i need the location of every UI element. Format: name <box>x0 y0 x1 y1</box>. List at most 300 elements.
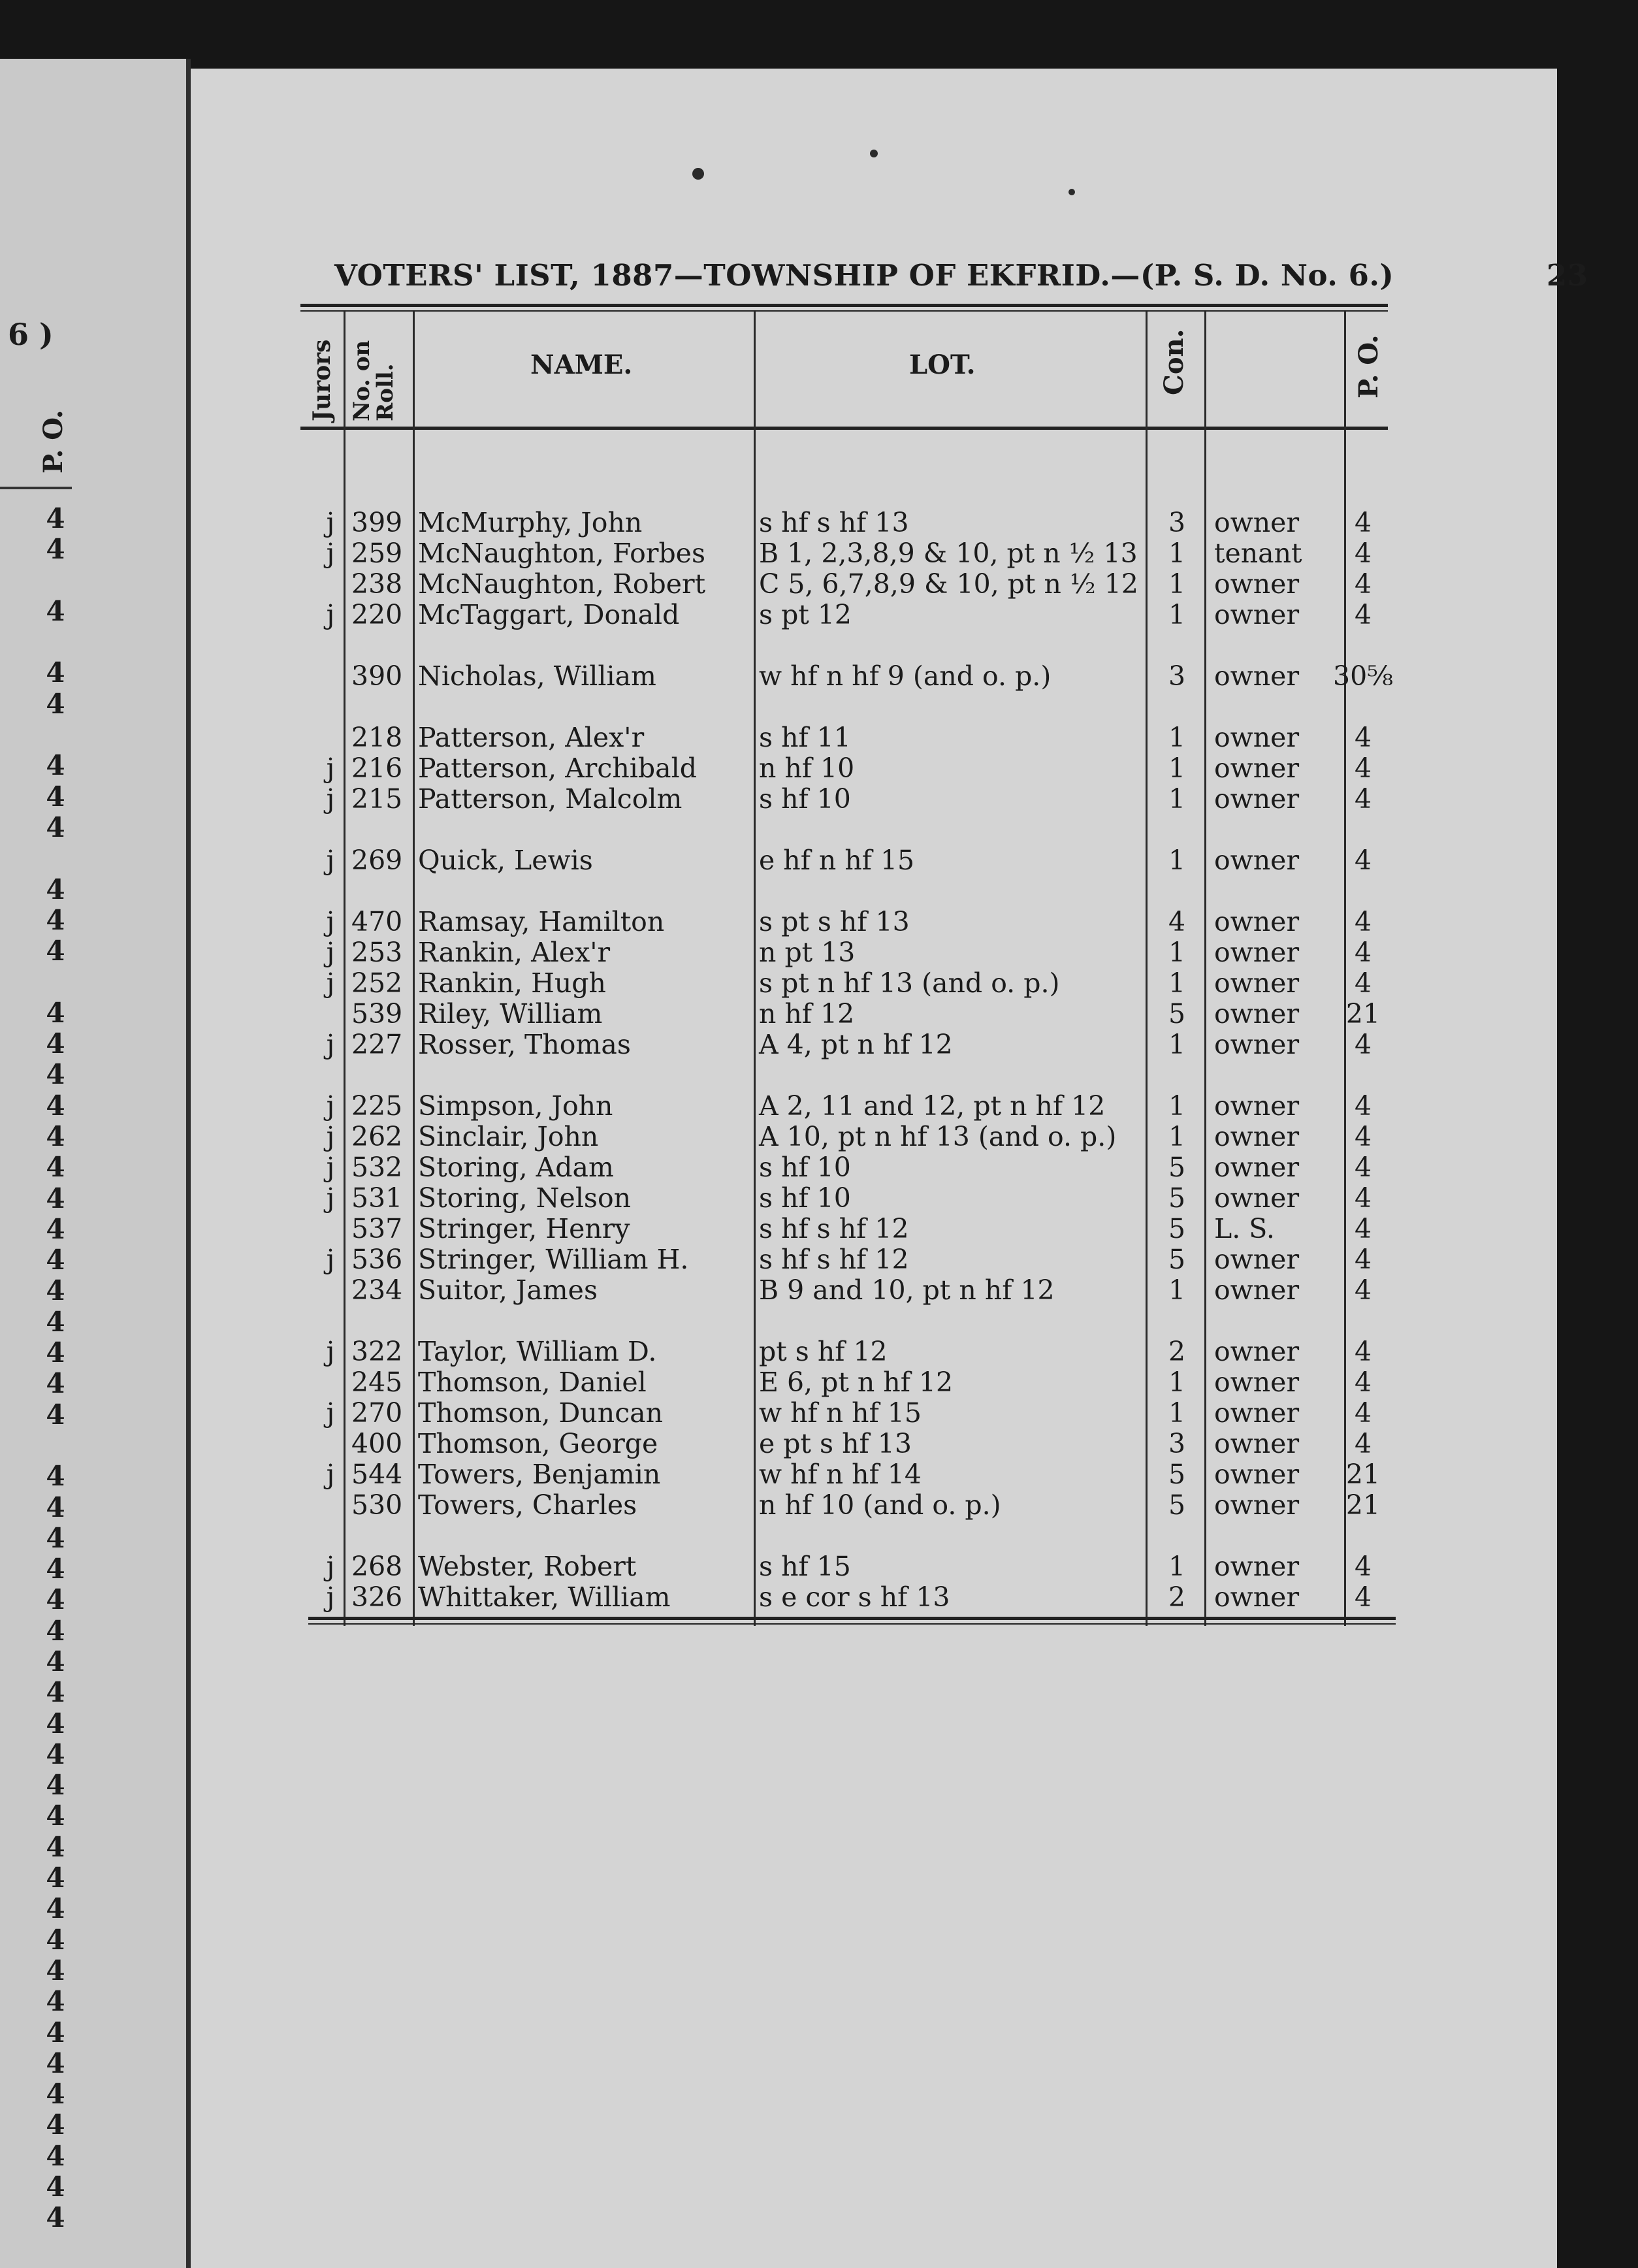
concession: 5 <box>1168 1244 1186 1275</box>
post-office: 4 <box>1354 507 1372 538</box>
table-row <box>191 968 1557 999</box>
left-page-po-value: 4 <box>46 1151 65 1184</box>
tenure: owner <box>1214 1029 1300 1060</box>
left-page-po-value: 4 <box>46 1862 65 1894</box>
roll-number: 400 <box>351 1428 403 1459</box>
roll-number: 399 <box>351 507 403 538</box>
tenure: owner <box>1214 1397 1300 1429</box>
concession: 1 <box>1168 538 1186 569</box>
post-office: 4 <box>1354 1274 1372 1306</box>
voter-name: Suitor, James <box>418 1274 598 1306</box>
table-row <box>191 1459 1557 1490</box>
roll-number: 470 <box>351 906 403 937</box>
concession: 1 <box>1168 845 1186 876</box>
left-page-po-value: 4 <box>46 2201 65 2234</box>
roll-number: 532 <box>351 1152 403 1183</box>
voter-name: Patterson, Alex'r <box>418 722 645 753</box>
left-page-po-value: 4 <box>46 1892 65 1925</box>
roll-number: 218 <box>351 722 403 753</box>
juror-mark: j <box>326 599 335 630</box>
table-row <box>191 508 1557 538</box>
voter-name: Patterson, Archibald <box>418 753 697 784</box>
roll-number: 227 <box>351 1029 403 1060</box>
roll-number: 253 <box>351 937 403 968</box>
concession: 1 <box>1168 937 1186 968</box>
left-page-po-value <box>46 719 65 750</box>
page-gutter <box>186 59 191 2268</box>
tenure: owner <box>1214 660 1300 692</box>
left-page-po-value: 4 <box>46 2139 65 2172</box>
post-office: 4 <box>1354 1213 1372 1244</box>
left-page-po-value: 4 <box>46 1212 65 1245</box>
left-page-po-value <box>46 966 65 997</box>
roll-number: 269 <box>351 845 403 876</box>
voter-name: Thomson, George <box>418 1428 658 1459</box>
lot-description: s hf 10 <box>759 1182 851 1214</box>
voter-name: Towers, Charles <box>418 1489 637 1521</box>
juror-mark: j <box>326 1459 335 1490</box>
lot-description: s hf s hf 13 <box>759 507 909 538</box>
left-page-po-value: 4 <box>46 1367 65 1400</box>
voter-name: McMurphy, John <box>418 507 643 538</box>
lot-description: s hf 11 <box>759 722 851 753</box>
tenure: owner <box>1214 937 1300 968</box>
lot-description: s pt n hf 13 (and o. p.) <box>759 967 1060 999</box>
tenure: owner <box>1214 906 1300 937</box>
lot-description: w hf n hf 14 <box>759 1459 922 1490</box>
tenure: tenant <box>1214 538 1302 569</box>
lot-description: e hf n hf 15 <box>759 845 915 876</box>
concession: 1 <box>1168 1121 1186 1152</box>
voter-name: Storing, Adam <box>418 1152 614 1183</box>
voter-name: Storing, Nelson <box>418 1182 632 1214</box>
juror-mark: j <box>326 937 335 968</box>
voter-name: Simpson, John <box>418 1090 613 1122</box>
speck <box>1068 189 1075 195</box>
post-office: 4 <box>1354 1428 1372 1459</box>
concession: 1 <box>1168 753 1186 784</box>
voter-name: Whittaker, William <box>418 1581 671 1613</box>
concession: 5 <box>1168 1152 1186 1183</box>
juror-mark: j <box>326 967 335 999</box>
roll-number: 238 <box>351 568 403 600</box>
juror-mark: j <box>326 507 335 538</box>
left-page-po-column <box>46 503 65 2233</box>
voter-name: Rosser, Thomas <box>418 1029 631 1060</box>
voter-name: Nicholas, William <box>418 660 656 692</box>
concession: 1 <box>1168 722 1186 753</box>
left-page-po-value: 4 <box>46 996 65 1029</box>
left-page-po-value: 4 <box>46 1058 65 1091</box>
post-office: 4 <box>1354 1336 1372 1367</box>
left-page-po-value: 4 <box>46 1923 65 1956</box>
left-page-po-value: 4 <box>46 1028 65 1060</box>
left-page-po-value: 4 <box>46 1676 65 1709</box>
roll-number: 245 <box>351 1367 403 1398</box>
voter-name: Rankin, Hugh <box>418 967 606 999</box>
lot-description: n pt 13 <box>759 937 856 968</box>
juror-mark: j <box>326 1397 335 1429</box>
post-office: 4 <box>1354 1121 1372 1152</box>
post-office: 4 <box>1354 753 1372 784</box>
lot-description: w hf n hf 9 (and o. p.) <box>759 660 1052 692</box>
lot-description: A 10, pt n hf 13 (and o. p.) <box>759 1121 1117 1152</box>
juror-mark: j <box>326 1581 335 1613</box>
roll-number: 215 <box>351 783 403 815</box>
table-row <box>191 937 1557 968</box>
lot-description: B 1, 2,3,8,9 & 10, pt n ½ 13 <box>759 538 1138 569</box>
roll-number: 234 <box>351 1274 403 1306</box>
left-page-po-value: 4 <box>46 594 65 627</box>
column-header-name: NAME. <box>530 349 633 380</box>
table-row <box>191 1398 1557 1429</box>
roll-number: 270 <box>351 1397 403 1429</box>
concession: 2 <box>1168 1581 1186 1613</box>
left-page-po-value: 4 <box>46 1645 65 1677</box>
roll-number: 225 <box>351 1090 403 1122</box>
tenure: owner <box>1214 1489 1300 1521</box>
post-office: 4 <box>1354 906 1372 937</box>
tenure: owner <box>1214 1182 1300 1214</box>
concession: 1 <box>1168 967 1186 999</box>
left-page-po-value: 4 <box>46 903 65 936</box>
lot-description: n hf 10 <box>759 753 855 784</box>
left-page-po-value: 4 <box>46 687 65 720</box>
left-page-po-value: 4 <box>46 1244 65 1276</box>
left-page-po-value: 4 <box>46 1182 65 1214</box>
table-row <box>191 1183 1557 1214</box>
post-office: 21 <box>1345 1459 1381 1490</box>
table-row <box>191 1275 1557 1306</box>
left-page-po-header: P. O. <box>38 410 69 474</box>
table-row <box>191 999 1557 1029</box>
left-page-po-value: 4 <box>46 2078 65 2111</box>
left-page-po-value: 4 <box>46 780 65 813</box>
left-page-po-value: 4 <box>46 2109 65 2141</box>
left-page-edge <box>0 59 186 2268</box>
left-page-header-fragment: 6 ) <box>8 317 54 352</box>
juror-mark: j <box>326 1551 335 1582</box>
lot-description: s hf 15 <box>759 1551 851 1582</box>
left-page-po-value: 4 <box>46 1089 65 1122</box>
left-page-po-value: 4 <box>46 1336 65 1369</box>
post-office: 4 <box>1354 1581 1372 1613</box>
tenure: L. S. <box>1214 1213 1275 1244</box>
tenure: owner <box>1214 1274 1300 1306</box>
roll-number: 259 <box>351 538 403 569</box>
column-header-lot: LOT. <box>909 349 976 380</box>
concession: 1 <box>1168 783 1186 815</box>
roll-number: 544 <box>351 1459 403 1490</box>
juror-mark: j <box>326 753 335 784</box>
voter-name: Riley, William <box>418 998 603 1029</box>
post-office: 4 <box>1354 783 1372 815</box>
voter-name: Taylor, William D. <box>418 1336 657 1367</box>
concession: 5 <box>1168 998 1186 1029</box>
lot-description: B 9 and 10, pt n hf 12 <box>759 1274 1055 1306</box>
juror-mark: j <box>326 906 335 937</box>
left-page-po-value <box>46 626 65 657</box>
tenure: owner <box>1214 845 1300 876</box>
table-row <box>191 569 1557 600</box>
tenure: owner <box>1214 568 1300 600</box>
roll-number: 326 <box>351 1581 403 1613</box>
lot-description: A 2, 11 and 12, pt n hf 12 <box>759 1090 1106 1122</box>
post-office: 21 <box>1345 1489 1381 1521</box>
voter-name: Quick, Lewis <box>418 845 593 876</box>
juror-mark: j <box>326 1182 335 1214</box>
left-page-po-value: 4 <box>46 1460 65 1493</box>
left-page-po-value: 4 <box>46 533 65 566</box>
left-page-po-value: 4 <box>46 1521 65 1554</box>
lot-description: E 6, pt n hf 12 <box>759 1367 954 1398</box>
column-header-rule <box>300 427 1388 430</box>
roll-number: 322 <box>351 1336 403 1367</box>
juror-mark: j <box>326 1090 335 1122</box>
post-office: 4 <box>1354 967 1372 999</box>
concession: 1 <box>1168 1029 1186 1060</box>
header-rule-top-thin <box>300 310 1388 312</box>
left-page-po-value: 4 <box>46 1800 65 1832</box>
table-row <box>191 1152 1557 1183</box>
post-office: 4 <box>1354 1029 1372 1060</box>
table-row <box>191 661 1557 692</box>
post-office: 4 <box>1354 1182 1372 1214</box>
voter-name: Thomson, Daniel <box>418 1367 647 1398</box>
concession: 1 <box>1168 1367 1186 1398</box>
lot-description: s e cor s hf 13 <box>759 1581 950 1613</box>
roll-number: 252 <box>351 967 403 999</box>
table-row <box>191 845 1557 876</box>
post-office: 4 <box>1354 1397 1372 1429</box>
table-row <box>191 1582 1557 1613</box>
tenure: owner <box>1214 1336 1300 1367</box>
concession: 3 <box>1168 1428 1186 1459</box>
table-row <box>191 1429 1557 1459</box>
table-row <box>191 1367 1557 1398</box>
left-page-po-value: 4 <box>46 1707 65 1740</box>
table-row <box>191 1214 1557 1244</box>
roll-number: 262 <box>351 1121 403 1152</box>
roll-number: 536 <box>351 1244 403 1275</box>
concession: 1 <box>1168 1274 1186 1306</box>
table-row <box>191 784 1557 815</box>
left-page-po-value <box>46 565 65 596</box>
roll-number: 537 <box>351 1213 403 1244</box>
voter-name: McNaughton, Robert <box>418 568 706 600</box>
left-page-po-value: 4 <box>46 1954 65 1986</box>
tenure: owner <box>1214 1459 1300 1490</box>
concession: 1 <box>1168 1397 1186 1429</box>
post-office: 4 <box>1354 1152 1372 1183</box>
concession: 1 <box>1168 568 1186 600</box>
post-office: 4 <box>1354 937 1372 968</box>
tenure: owner <box>1214 507 1300 538</box>
left-page-po-value: 4 <box>46 1120 65 1152</box>
concession: 1 <box>1168 1090 1186 1122</box>
table-row <box>191 907 1557 937</box>
juror-mark: j <box>326 1121 335 1152</box>
concession: 1 <box>1168 1551 1186 1582</box>
table-row <box>191 1029 1557 1060</box>
voter-name: Thomson, Duncan <box>418 1397 664 1429</box>
lot-description: pt s hf 12 <box>759 1336 888 1367</box>
post-office: 4 <box>1354 722 1372 753</box>
page-header <box>334 258 1588 293</box>
lot-description: C 5, 6,7,8,9 & 10, pt n ½ 12 <box>759 568 1138 600</box>
left-page-po-value: 4 <box>46 1830 65 1863</box>
page-title: VOTERS' LIST, 1887—TOWNSHIP OF EKFRID.—(P. S. D. No. 6.) <box>334 258 1394 293</box>
lot-description: s pt 12 <box>759 599 852 630</box>
table-row <box>191 1244 1557 1275</box>
left-page-po-value: 4 <box>46 1583 65 1616</box>
left-page-po-value: 4 <box>46 1398 65 1431</box>
tenure: owner <box>1214 1090 1300 1122</box>
column-header-con: Con. <box>1159 329 1189 395</box>
table-row <box>191 1551 1557 1582</box>
lot-description: s hf 10 <box>759 783 851 815</box>
left-page-po-value: 4 <box>46 2016 65 2049</box>
juror-mark: j <box>326 1029 335 1060</box>
tenure: owner <box>1214 998 1300 1029</box>
left-page-po-value: 4 <box>46 1553 65 1585</box>
post-office: 30⅝ <box>1333 660 1393 692</box>
tenure: owner <box>1214 1428 1300 1459</box>
tenure: owner <box>1214 1551 1300 1582</box>
tenure: owner <box>1214 1367 1300 1398</box>
lot-description: n hf 12 <box>759 998 855 1029</box>
table-rule-bottom-thin <box>308 1623 1396 1625</box>
lot-description: s hf 10 <box>759 1152 851 1183</box>
post-office: 4 <box>1354 568 1372 600</box>
left-page-po-value: 4 <box>46 873 65 905</box>
column-header-no-on-roll-line2: Roll. <box>372 363 398 421</box>
left-page-po-value: 4 <box>46 656 65 689</box>
voter-name: McNaughton, Forbes <box>418 538 705 569</box>
left-page-po-value: 4 <box>46 2171 65 2203</box>
column-header-jurors: Jurors <box>308 339 336 421</box>
post-office: 4 <box>1354 1551 1372 1582</box>
tenure: owner <box>1214 1581 1300 1613</box>
lot-description: n hf 10 (and o. p.) <box>759 1489 1001 1521</box>
tenure: owner <box>1214 967 1300 999</box>
left-page-po-value: 4 <box>46 1491 65 1523</box>
voter-name: Patterson, Malcolm <box>418 783 682 815</box>
juror-mark: j <box>326 1152 335 1183</box>
concession: 5 <box>1168 1213 1186 1244</box>
tenure: owner <box>1214 599 1300 630</box>
roll-number: 531 <box>351 1182 403 1214</box>
roll-number: 216 <box>351 753 403 784</box>
juror-mark: j <box>326 538 335 569</box>
voter-name: Webster, Robert <box>418 1551 637 1582</box>
tenure: owner <box>1214 1152 1300 1183</box>
table-row <box>191 1122 1557 1152</box>
concession: 3 <box>1168 660 1186 692</box>
lot-description: s hf s hf 12 <box>759 1213 909 1244</box>
voter-name: Stringer, William H. <box>418 1244 689 1275</box>
post-office: 4 <box>1354 1090 1372 1122</box>
juror-mark: j <box>326 783 335 815</box>
left-page-po-value: 4 <box>46 1738 65 1770</box>
left-page-po-value: 4 <box>46 1274 65 1307</box>
speck <box>870 150 878 157</box>
post-office: 4 <box>1354 845 1372 876</box>
column-header-no-on-roll-line1: No. on <box>349 340 375 421</box>
voter-name: Stringer, Henry <box>418 1213 630 1244</box>
voter-name: Rankin, Alex'r <box>418 937 611 968</box>
roll-number: 530 <box>351 1489 403 1521</box>
table-row <box>191 753 1557 784</box>
concession: 3 <box>1168 507 1186 538</box>
table-row <box>191 1490 1557 1521</box>
document-page <box>191 69 1588 2268</box>
concession: 5 <box>1168 1489 1186 1521</box>
left-page-po-value <box>46 843 65 873</box>
tenure: owner <box>1214 1244 1300 1275</box>
roll-number: 390 <box>351 660 403 692</box>
post-office: 4 <box>1354 538 1372 569</box>
lot-description: s pt s hf 13 <box>759 906 910 937</box>
concession: 2 <box>1168 1336 1186 1367</box>
lot-description: w hf n hf 15 <box>759 1397 922 1429</box>
speck <box>692 168 704 180</box>
left-page-po-value: 4 <box>46 1614 65 1647</box>
left-page-po-value: 4 <box>46 935 65 967</box>
voter-name: McTaggart, Donald <box>418 599 680 630</box>
column-header-no-on-roll <box>350 340 397 421</box>
roll-number: 268 <box>351 1551 403 1582</box>
concession: 5 <box>1168 1182 1186 1214</box>
left-page-po-value: 4 <box>46 811 65 843</box>
concession: 5 <box>1168 1459 1186 1490</box>
voter-name: Ramsay, Hamilton <box>418 906 665 937</box>
table-row <box>191 1091 1557 1122</box>
voter-name: Towers, Benjamin <box>418 1459 661 1490</box>
left-page-po-value: 4 <box>46 2047 65 2079</box>
voter-name: Sinclair, John <box>418 1121 599 1152</box>
page-number: 23 <box>1547 258 1588 293</box>
post-office: 21 <box>1345 998 1381 1029</box>
left-page-po-value: 4 <box>46 749 65 782</box>
table-row <box>191 1336 1557 1367</box>
concession: 4 <box>1168 906 1186 937</box>
tenure: owner <box>1214 722 1300 753</box>
column-header-po: P. O. <box>1353 334 1384 398</box>
header-rule-top <box>300 304 1388 307</box>
roll-number: 539 <box>351 998 403 1029</box>
left-page-po-value: 4 <box>46 1305 65 1338</box>
left-page-po-value: 4 <box>46 1985 65 2018</box>
post-office: 4 <box>1354 1244 1372 1275</box>
table-row <box>191 600 1557 630</box>
table-rule-bottom <box>308 1617 1396 1620</box>
tenure: owner <box>1214 753 1300 784</box>
tenure: owner <box>1214 783 1300 815</box>
lot-description: A 4, pt n hf 12 <box>759 1029 953 1060</box>
juror-mark: j <box>326 1244 335 1275</box>
post-office: 4 <box>1354 599 1372 630</box>
lot-description: s hf s hf 12 <box>759 1244 909 1275</box>
left-page-po-value: 4 <box>46 1769 65 1802</box>
juror-mark: j <box>326 845 335 876</box>
post-office: 4 <box>1354 1367 1372 1398</box>
juror-mark: j <box>326 1336 335 1367</box>
left-page-po-value: 4 <box>46 502 65 534</box>
left-page-rule <box>0 487 72 489</box>
table-row <box>191 538 1557 569</box>
lot-description: e pt s hf 13 <box>759 1428 912 1459</box>
